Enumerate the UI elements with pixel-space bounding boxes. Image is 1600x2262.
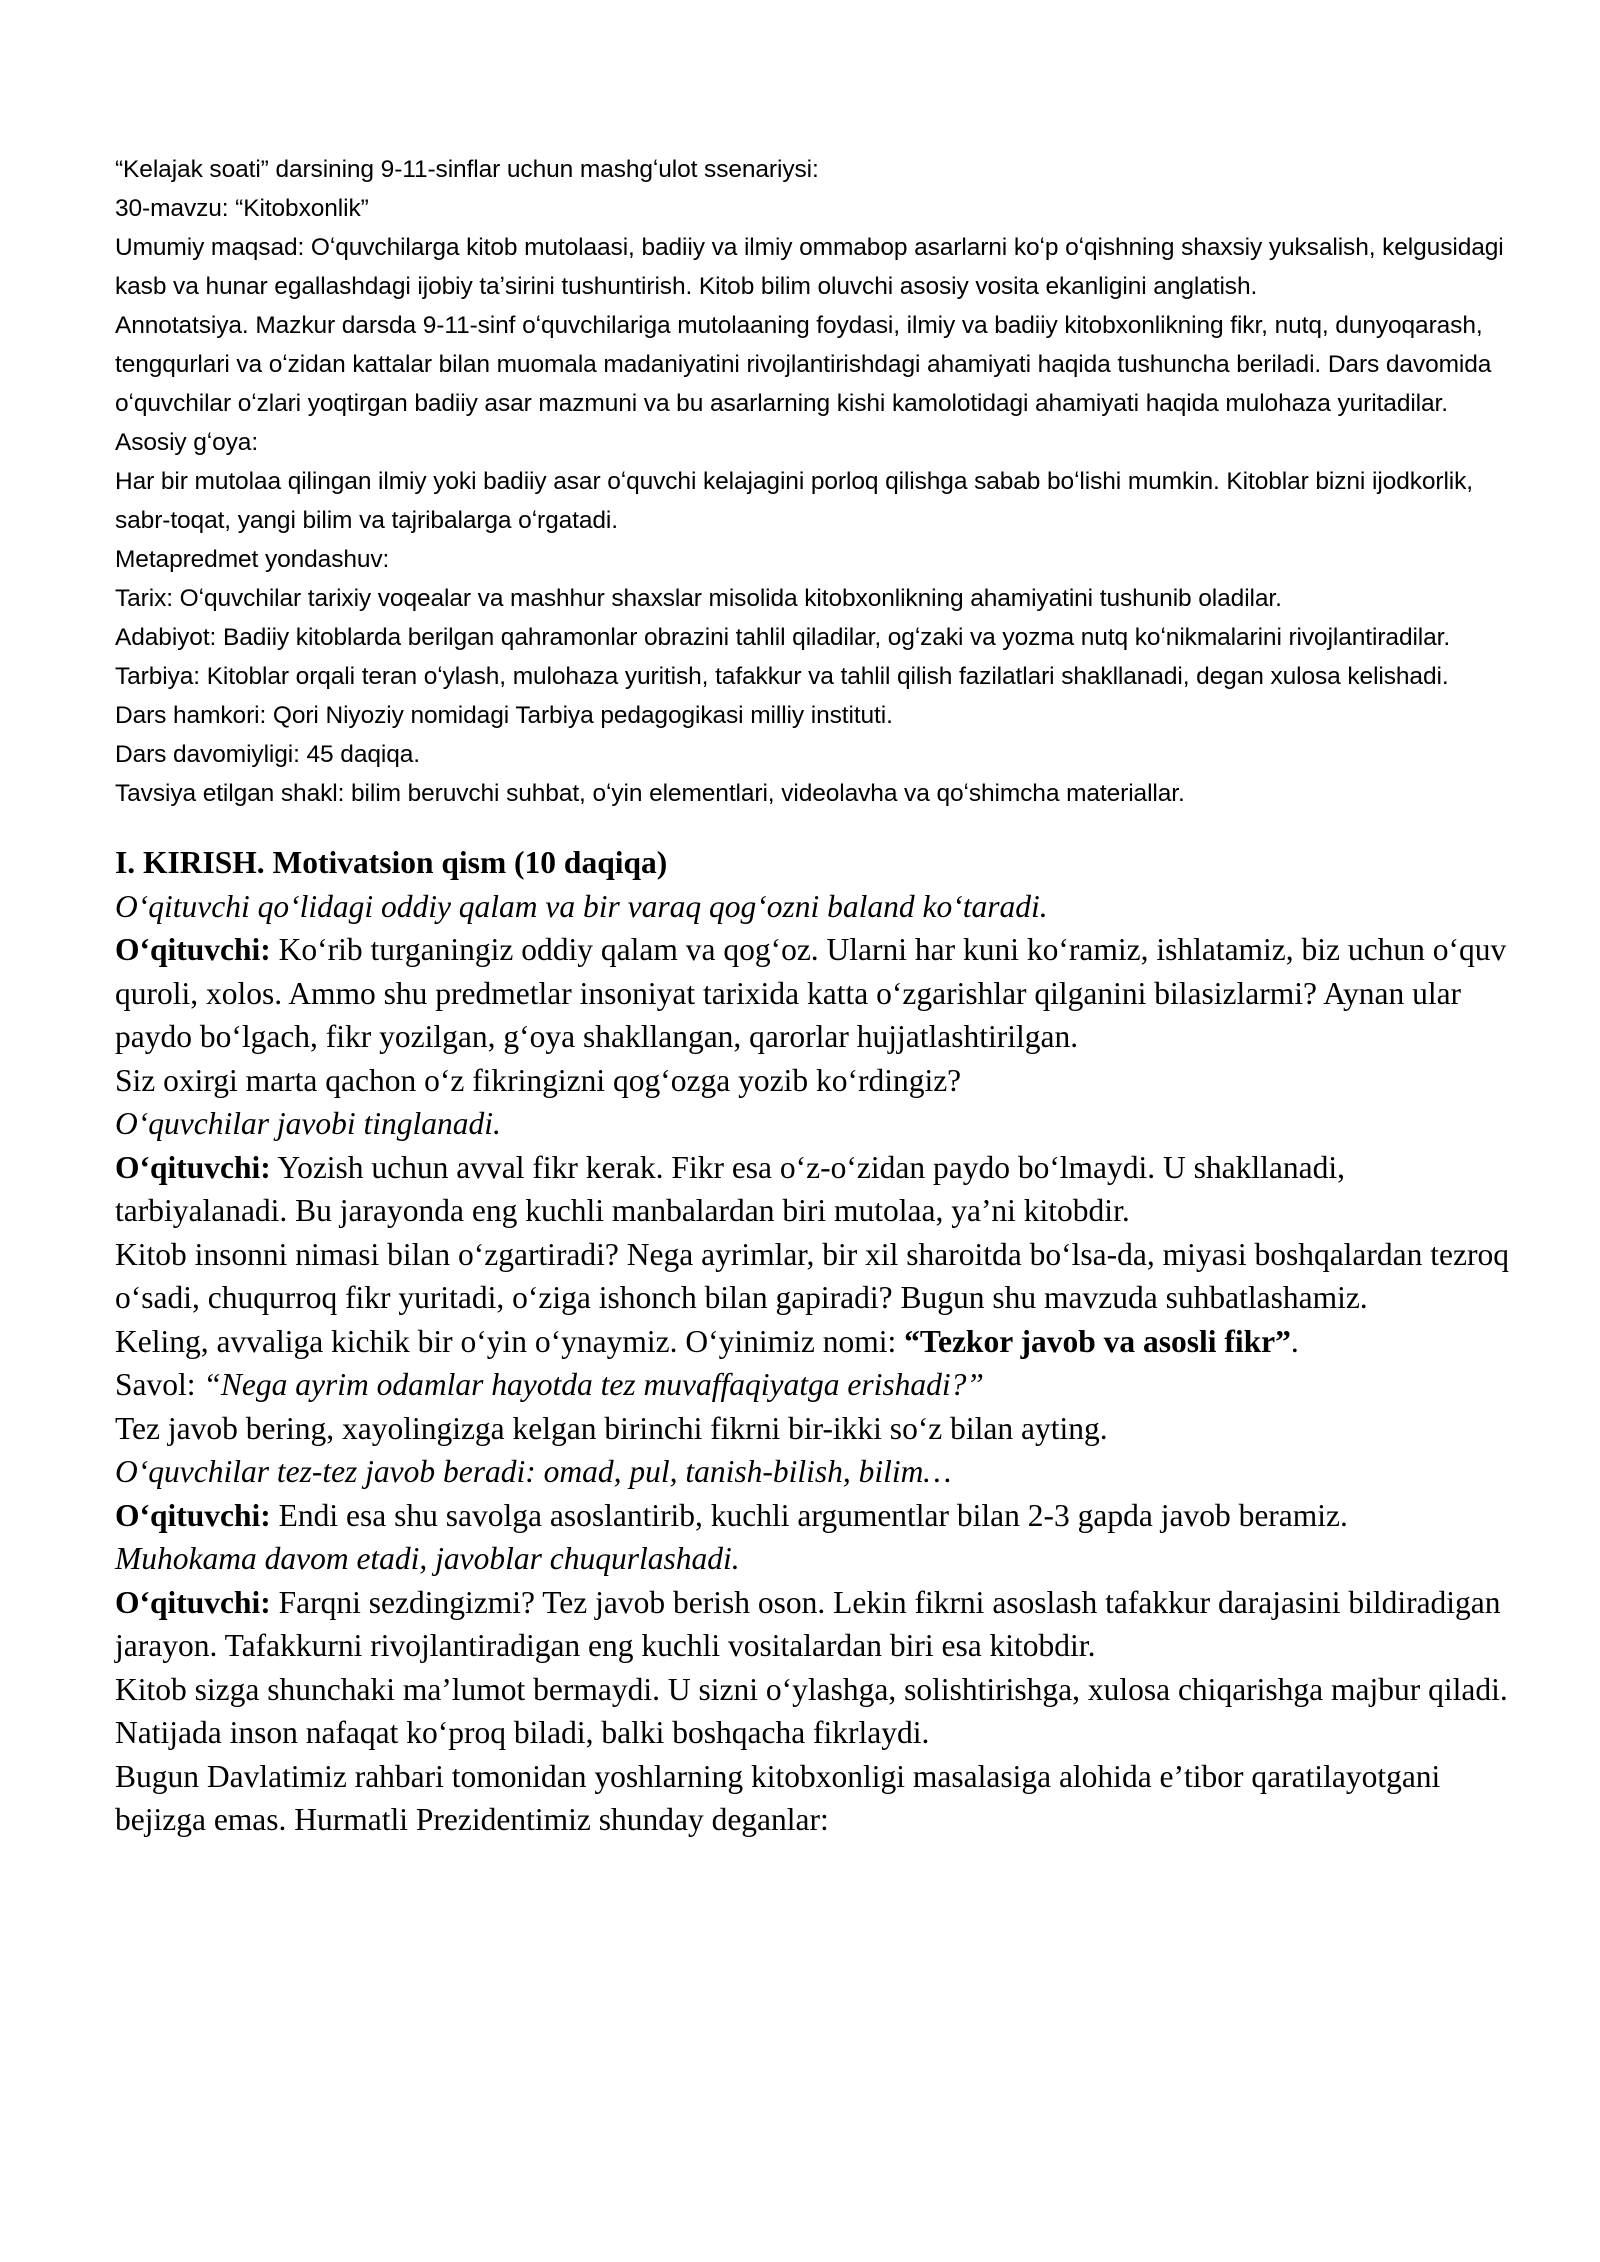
speaker-label: Oʻqituvchi: [115, 1497, 271, 1533]
game-name: “Tezkor javob va asosli fikr” [904, 1323, 1291, 1359]
intro-section [115, 841, 1515, 1842]
section-heading: I. KIRISH. Motivatsion qism (10 daqiqa) [115, 845, 668, 880]
speech-text: Yozish uchun avval fikr kerak. Fikr esa oʻz-oʻzidan paydo boʻlmaydi. U shakllanadi, tarbiyalanadi. Bu jarayonda eng kuchli manbalardan biri mutolaa, yaʼni kitobdir. [115, 1149, 1345, 1228]
document-page [115, 150, 1515, 1842]
teacher-speech [115, 1581, 1515, 1668]
speech-text: Farqni sezdingizmi? Tez javob berish oson. Lekin fikrni asoslash tafakkur darajasini bildiradigan jarayon. Tafakkurni rivojlantiradigan eng kuchli vositalardan biri esa kitobdir. [115, 1584, 1501, 1663]
main-idea-label: Asosiy gʻoya: [115, 429, 259, 456]
question-text: “Nega ayrim odamlar hayotda tez muvaffaqiyatga erishadi?” [203, 1367, 984, 1402]
goal-paragraph: Umumiy maqsad: Oʻquvchilarga kitob mutolaasi, badiiy va ilmiy ommabop asarlarni koʻp oʻqishning shaxsiy yuksalish, kelgusidagi kasb va hunar egallashdagi ijobiy taʼsirini tushuntirish. Kitob bilim oluvchi asosiy vosita ekanligini anglatish. [115, 234, 1504, 300]
question-label: Savol: [115, 1367, 204, 1402]
speaker-label: Oʻqituvchi: [115, 1149, 271, 1185]
stage-direction: Oʻqituvchi qoʻlidagi oddiy qalam va bir varaq qogʻozni baland koʻtaradi. [115, 888, 1048, 924]
speaker-label: Oʻqituvchi: [115, 932, 271, 967]
partner-line: Dars hamkori: Qori Niyoziy nomidagi Tarbiya pedagogikasi milliy instituti. [115, 702, 893, 729]
annotation-paragraph: Annotatsiya. Mazkur darsda 9-11-sinf oʻquvchilariga mutolaaning foydasi, ilmiy va badiiy kitobxonlikning fikr, nutq, dunyoqarash, tengqurlari va oʻzidan kattalar bilan muomala madaniyatini rivojlantirishdagi ahamiyati haqida tushuncha beriladi. Dars davomida oʻquvchilar oʻzlari yoqtirgan badiiy asar mazmuni va bu asarlarning kishi kamolotidagi ahamiyati haqida mulohaza yuritadilar. [115, 312, 1492, 417]
topic-line: 30-mavzu: “Kitobxonlik” [115, 195, 369, 222]
punctuation: . [1290, 1323, 1299, 1359]
teacher-speech [115, 928, 1515, 1059]
speech-text: Endi esa shu savolga asoslantirib, kuchli argumentlar bilan 2-3 gapda javob beramiz. [270, 1497, 1348, 1533]
stage-direction: Oʻquvchilar javobi tinglanadi. [115, 1106, 501, 1141]
stage-direction: Oʻquvchilar tez-tez javob beradi: omad, pul, tanish-bilish, bilim… [115, 1454, 952, 1489]
teacher-speech [115, 1146, 1515, 1233]
body-paragraph: Bugun Davlatimiz rahbari tomonidan yoshlarning kitobxonligi masalasiga alohida eʼtibor qaratilayotgani bejizga emas. Hurmatli Prezidentimiz shunday deganlar: [115, 1758, 1441, 1837]
lesson-header [115, 150, 1515, 813]
body-paragraph: Tez javob bering, xayolingizga kelgan birinchi fikrni bir-ikki soʻz bilan ayting. [115, 1410, 1108, 1446]
teacher-speech [115, 1494, 1515, 1538]
game-intro-paragraph [115, 1320, 1515, 1364]
speech-text: Koʻrib turganingiz oddiy qalam va qogʻoz. Ularni har kuni koʻramiz, ishlatamiz, biz uchun oʻquv quroli, xolos. Ammo shu predmetlar insoniyat tarixida katta oʻzgarishlar qilganini bilasizlarmi? Aynan ular paydo boʻlgach, fikr yozilgan, gʻoya shakllangan, qarorlar hujjatlashtirilgan. [115, 932, 1507, 1054]
body-paragraph: Kitob insonni nimasi bilan oʻzgartiradi? Nega ayrimlar, bir xil sharoitda boʻlsa-da, miyasi boshqalardan tezroq oʻsadi, chuqurroq fikr yuritadi, oʻziga ishonch bilan gapiradi? Bugun shu mavzuda suhbatlashamiz. [115, 1236, 1509, 1315]
speaker-label: Oʻqituvchi: [115, 1584, 271, 1620]
body-paragraph: Kitob sizga shunchaki maʼlumot bermaydi. U sizni oʻylashga, solishtirishga, xulosa chiqarishga majbur qiladi. Natijada inson nafaqat koʻproq biladi, balki boshqacha fikrlaydi. [115, 1671, 1508, 1750]
upbringing-paragraph: Tarbiya: Kitoblar orqali teran oʻylash, mulohaza yuritish, tafakkur va tahlil qilish fazilatlari shakllanadi, degan xulosa kelishadi. [115, 663, 1449, 690]
question-paragraph: Siz oxirgi marta qachon oʻz fikringizni qogʻozga yozib koʻrdingiz? [115, 1062, 962, 1098]
question-line [115, 1363, 1515, 1407]
metasubject-label: Metapredmet yondashuv: [115, 546, 390, 573]
main-idea-paragraph: Har bir mutolaa qilingan ilmiy yoki badiiy asar oʻquvchi kelajagini porloq qilishga sabab boʻlishi mumkin. Kitoblar bizni ijodkorlik, sabr-toqat, yangi bilim va tajribalarga oʻrgatadi. [115, 468, 1473, 534]
format-line: Tavsiya etilgan shakl: bilim beruvchi suhbat, oʻyin elementlari, videolavha va qoʻshimcha materiallar. [115, 780, 1185, 807]
stage-direction: Muhokama davom etadi, javoblar chuqurlashadi. [115, 1541, 740, 1576]
speech-text: Keling, avvaliga kichik bir oʻyin oʻynaymiz. Oʻyinimiz nomi: [115, 1323, 905, 1359]
literature-paragraph: Adabiyot: Badiiy kitoblarda berilgan qahramonlar obrazini tahlil qiladilar, ogʻzaki va yozma nutq koʻnikmalarini rivojlantiradilar. [115, 624, 1451, 651]
history-paragraph: Tarix: Oʻquvchilar tarixiy voqealar va mashhur shaxslar misolida kitobxonlikning ahamiyatini tushunib oladilar. [115, 585, 1282, 612]
duration-line: Dars davomiyligi: 45 daqiqa. [115, 741, 420, 768]
document-title: “Kelajak soati” darsining 9-11-sinflar uchun mashgʻulot ssenariysi: [115, 156, 819, 183]
